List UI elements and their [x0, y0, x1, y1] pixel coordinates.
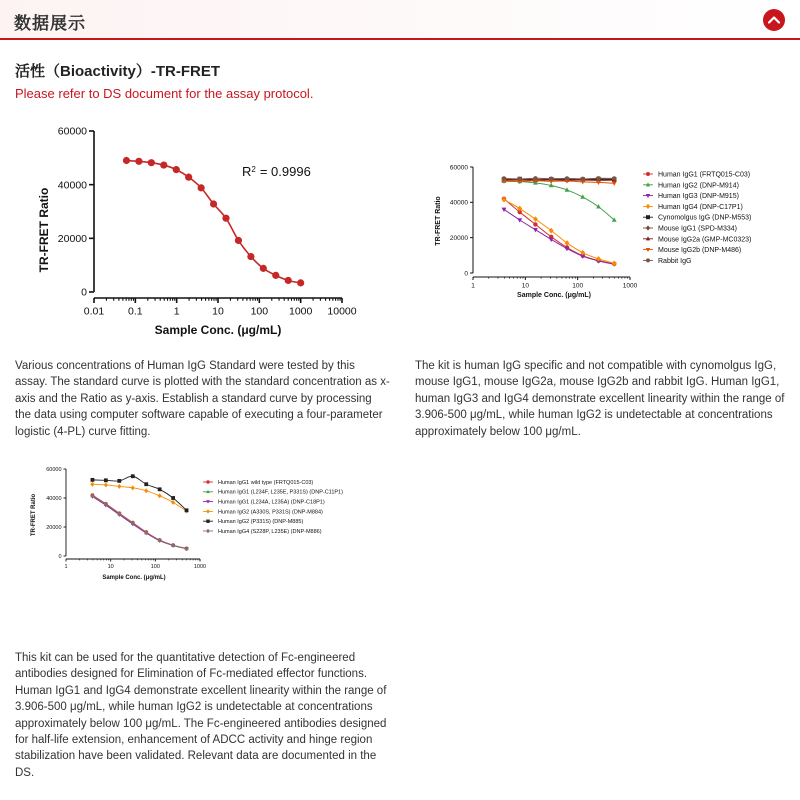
- legend-entry: Human IgG1 (L234A, L235A) (DNP-C18P1): [218, 499, 325, 506]
- data-point: [596, 204, 601, 208]
- data-point: [123, 157, 130, 164]
- data-point: [247, 253, 254, 260]
- data-point: [158, 493, 162, 498]
- data-point: [533, 228, 538, 232]
- x-tick-label: 10: [521, 282, 529, 290]
- x-tick-label: 1000: [288, 305, 313, 318]
- standard-curve-description: Various concentrations of Human IgG Standard were tested by this assay. The standard curve is plotted with the standard concentration as x-axis and the Ratio as y-axis. Establish a standard curve by processing the data using computer software capable of executing a four-parameter logistic (4-PL) curve fitting.: [15, 360, 390, 438]
- data-point: [90, 482, 94, 487]
- data-point: [222, 215, 229, 222]
- data-point: [198, 184, 205, 191]
- y-axis-label: TR-FRET Ratio: [435, 196, 442, 246]
- data-point: [596, 176, 600, 180]
- data-point: [565, 240, 570, 246]
- legend-entry: Human IgG2 (A330S, P331S) (DNP-M884): [218, 509, 323, 516]
- data-point: [185, 174, 192, 181]
- data-point: [549, 176, 553, 180]
- header-title: 数据展示: [14, 14, 86, 33]
- data-point: [517, 218, 522, 222]
- legend-entry: Human IgG1 wild type (FRTQ015-C03): [218, 479, 314, 486]
- collapse-button[interactable]: [763, 9, 785, 31]
- y-tick-label: 60000: [46, 466, 62, 473]
- data-point: [533, 222, 537, 226]
- data-point: [148, 159, 155, 166]
- x-axis-label: Sample Conc. (μg/mL): [102, 575, 166, 581]
- data-point: [144, 488, 148, 493]
- data-point: [612, 260, 617, 266]
- legend-marker: [206, 509, 210, 513]
- data-point: [549, 228, 554, 234]
- legend-marker: [206, 520, 209, 523]
- data-point: [297, 279, 304, 286]
- legend-entry: Human IgG3 (DNP-M915): [658, 193, 739, 201]
- data-point: [612, 176, 616, 180]
- legend-entry: Mouse IgG1 (SPD-M334): [658, 225, 737, 233]
- y-tick-label: 60000: [57, 125, 87, 138]
- data-point: [502, 208, 507, 212]
- fc-engineered-chart: [25, 462, 395, 587]
- data-point: [135, 158, 142, 165]
- legend-entry: Human IgG1 (L234F, L235E, P331S) (DNP-C11P1): [218, 489, 343, 496]
- legend-marker: [646, 258, 650, 262]
- data-point: [117, 484, 121, 489]
- data-point: [171, 496, 175, 500]
- y-tick-label: 0: [58, 553, 62, 560]
- fc-engineered-description: This kit can be used for the quantitative detection of Fc-engineered antibodies designed for Elimination of Fc-mediated effector functions. Human IgG1 and IgG4 demonstrate excellent linearity within the range of 3.906-500 μg/mL, while human IgG2 is undetectable at concentrations approximately below 100 μg/mL. The Fc-engineered antibodies designed for half-life extension, enhancement of ADCC activity and hinge region stabilization have been validated. Relevant data are documented in the DS.: [15, 652, 387, 779]
- data-point: [144, 482, 148, 486]
- data-point: [104, 478, 108, 482]
- x-tick-label: 10: [212, 305, 224, 318]
- legend-entry: Human IgG1 (FRTQ015-C03): [658, 171, 751, 179]
- x-tick-label: 10: [107, 564, 114, 570]
- specificity-chart: [430, 158, 775, 303]
- standard-curve-chart: [30, 118, 370, 343]
- y-tick-label: 20000: [46, 524, 62, 531]
- y-tick-label: 20000: [449, 234, 468, 242]
- data-point: [131, 485, 135, 490]
- data-point: [91, 478, 95, 482]
- y-tick-label: 40000: [46, 495, 62, 502]
- x-axis-label: Sample Conc. (μg/mL): [517, 292, 591, 299]
- section-header: [0, 0, 800, 40]
- x-tick-label: 1000: [193, 564, 207, 570]
- data-point: [173, 166, 180, 173]
- section-title: 活性（Bioactivity）-TR-FRET: [15, 63, 221, 80]
- data-point: [160, 161, 167, 168]
- r2-annotation: $R^2 = 0.9996$: [242, 164, 311, 179]
- data-point: [171, 543, 175, 548]
- data-point: [518, 177, 522, 181]
- data-point: [272, 272, 279, 279]
- data-point: [502, 176, 506, 180]
- legend-entry: Rabbit IgG: [658, 257, 692, 265]
- x-tick-label: 100: [250, 305, 269, 318]
- legend-marker: [646, 215, 650, 219]
- series-line: [504, 181, 614, 220]
- data-point: [285, 277, 292, 284]
- x-tick-label: 1: [471, 282, 475, 290]
- legend-marker: [646, 225, 650, 230]
- legend-marker: [646, 204, 650, 209]
- legend-marker: [206, 529, 210, 533]
- data-point: [184, 546, 188, 551]
- y-tick-label: 0: [464, 270, 468, 278]
- data-point: [565, 176, 569, 180]
- x-tick-label: 0.1: [128, 305, 143, 318]
- legend-entry: Human IgG2 (DNP-M914): [658, 182, 739, 190]
- x-tick-label: 0.01: [83, 305, 105, 318]
- x-tick-label: 1: [64, 564, 68, 570]
- legend-entry: Human IgG4 (S228P, L235E) (DNP-M886): [218, 528, 322, 535]
- y-tick-label: 40000: [57, 179, 87, 192]
- data-point: [612, 181, 617, 185]
- legend-entry: Mouse IgG2a (GMP-MC0323): [658, 236, 752, 244]
- x-tick-label: 100: [572, 282, 584, 290]
- data-point: [235, 237, 242, 244]
- y-tick-label: 20000: [57, 233, 87, 246]
- x-tick-label: 10000: [327, 305, 357, 318]
- legend-entry: Human IgG4 (DNP-C17P1): [658, 203, 743, 211]
- data-point: [171, 500, 175, 505]
- y-tick-label: 0: [81, 286, 87, 299]
- y-axis-label: TR-FRET Ratio: [31, 493, 37, 537]
- data-point: [158, 487, 162, 491]
- y-tick-label: 40000: [449, 199, 468, 207]
- legend-entry: Human IgG2 (P331S) (DNP-M885): [218, 519, 304, 526]
- x-tick-label: 100: [150, 564, 160, 570]
- data-point: [131, 474, 135, 478]
- data-point: [260, 265, 267, 272]
- chevron-up-icon: [763, 9, 785, 31]
- legend-entry: Cynomolgus IgG (DNP-M553): [658, 214, 752, 222]
- x-tick-label: 1000: [622, 282, 638, 290]
- legend-entry: Mouse IgG2b (DNP-M486): [658, 247, 742, 255]
- data-point: [533, 216, 538, 222]
- data-point: [533, 176, 537, 180]
- y-tick-label: 60000: [449, 164, 468, 172]
- specificity-description: The kit is human IgG specific and not compatible with cynomolgus IgG, mouse IgG1, mouse IgG2a, mouse IgG2b and rabbit IgG. Human IgG1, human IgG3 and IgG4 demonstrate excellent linearity within the range of 3.906-500 μg/mL, while human IgG2 is undetectable at concentrations approximately below 100 μg/mL.: [415, 360, 785, 438]
- x-axis-label: Sample Conc. (μg/mL): [154, 323, 282, 337]
- y-axis-label: TR-FRET Ratio: [37, 187, 51, 273]
- data-point: [185, 508, 189, 512]
- data-point: [581, 177, 585, 181]
- legend-marker: [646, 172, 650, 176]
- legend-marker: [206, 480, 209, 483]
- data-point: [104, 482, 108, 487]
- x-tick-label: 1: [173, 305, 180, 318]
- data-point: [117, 479, 121, 483]
- protocol-note: Please refer to DS document for the assay protocol.: [15, 86, 314, 101]
- data-point: [210, 200, 217, 207]
